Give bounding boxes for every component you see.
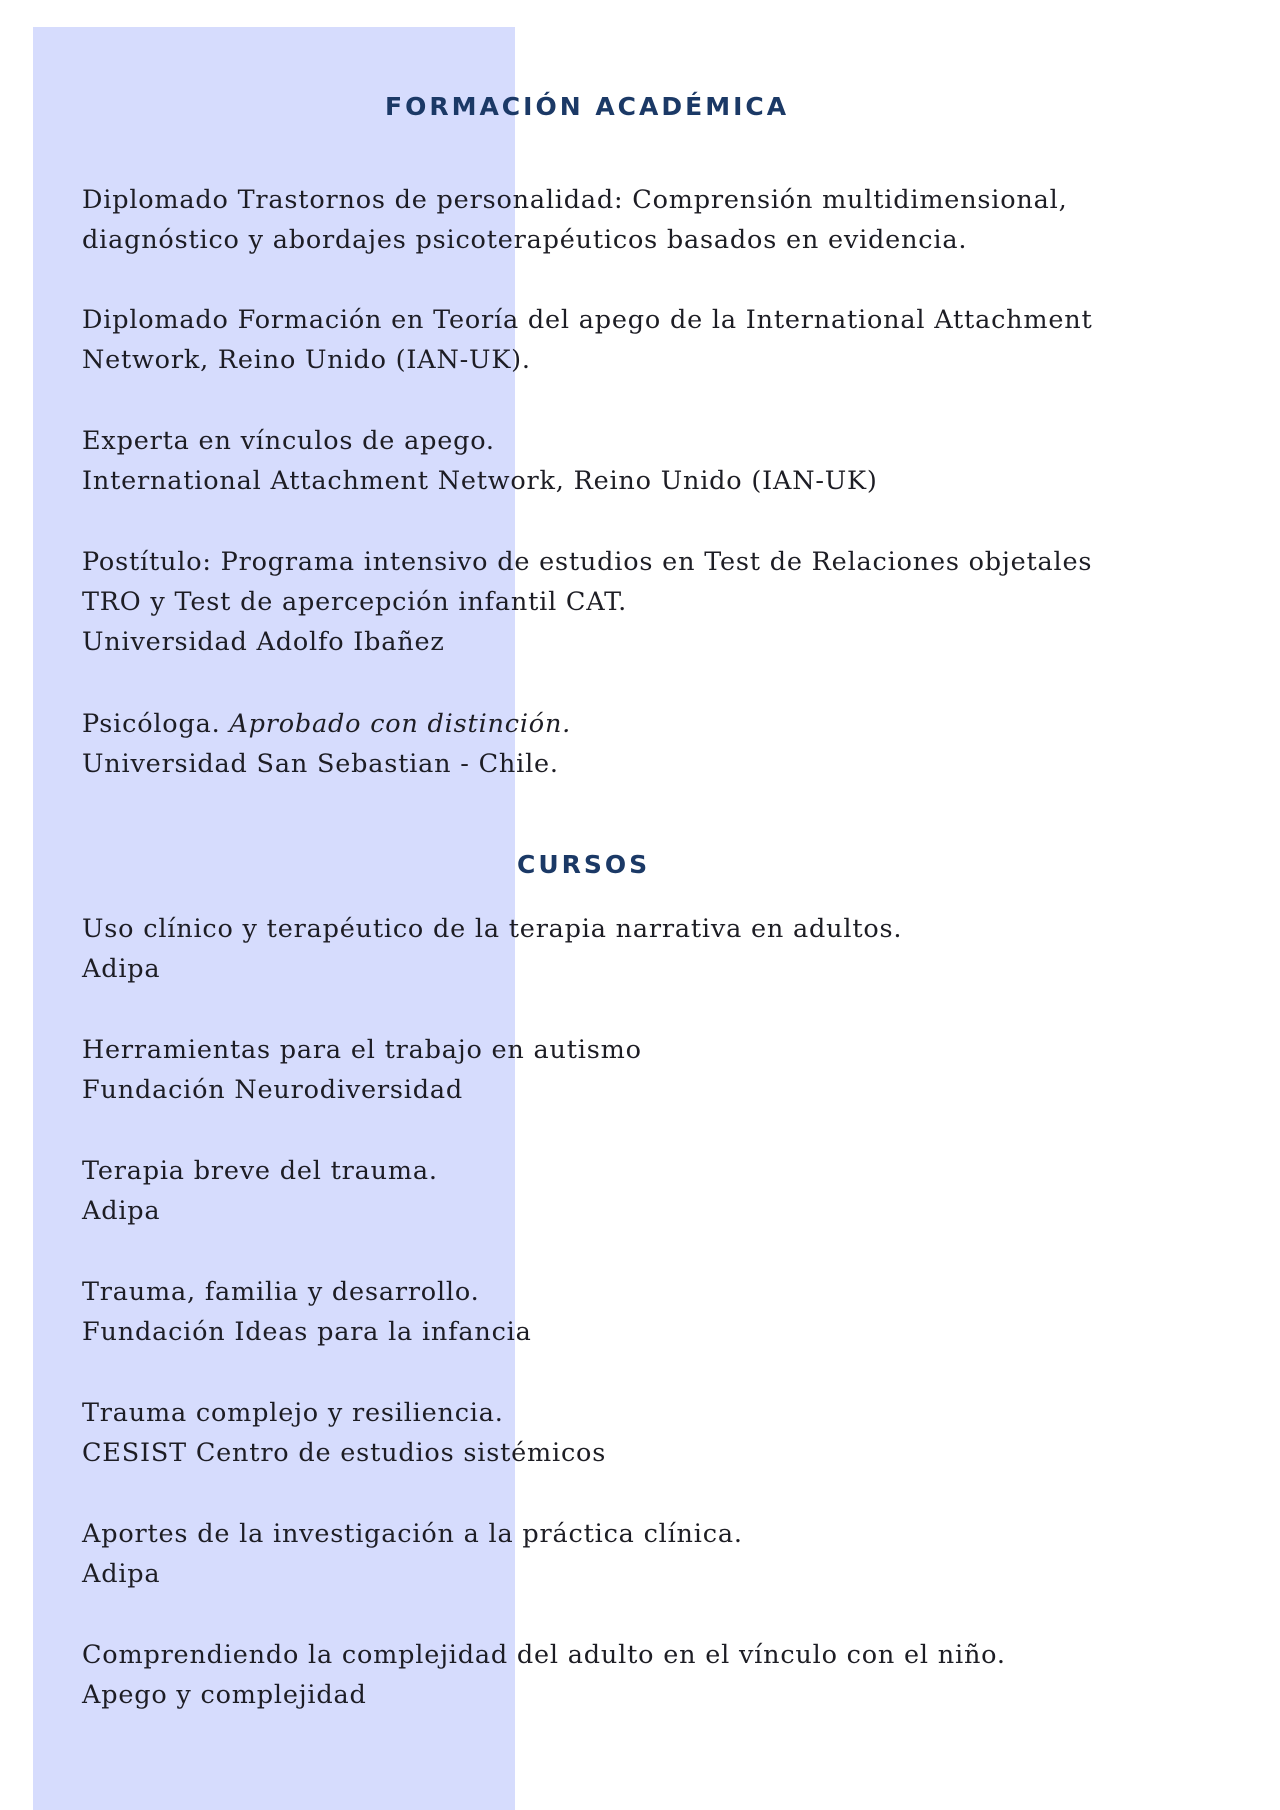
curso-entry-7 — [82, 1635, 1006, 1715]
curso-institution: Fundación Ideas para la infancia — [82, 1317, 532, 1347]
curso-entry-3 — [82, 1151, 438, 1231]
curso-institution: Adipa — [82, 1559, 161, 1589]
formacion-entry-5-distinction: Aprobado con distinción. — [229, 709, 572, 739]
curso-title: Terapia breve del trauma. — [82, 1156, 438, 1186]
curso-title: Herramientas para el trabajo en autismo — [82, 1035, 642, 1065]
formacion-entry-5 — [82, 704, 571, 784]
formacion-entry-1-line-1: Diplomado Trastornos de personalidad: Comprensión multidimensional, — [82, 185, 1068, 215]
formacion-entry-5-line-2: Universidad San Sebastian - Chile. — [82, 749, 559, 779]
curso-institution: Adipa — [82, 1196, 161, 1226]
curso-title: Uso clínico y terapéutico de la terapia narrativa en adultos. — [82, 914, 903, 944]
curso-institution: CESIST Centro de estudios sistémicos — [82, 1438, 607, 1468]
formacion-entry-2 — [82, 300, 1093, 380]
formacion-entry-1 — [82, 180, 1068, 260]
curso-entry-5 — [82, 1393, 606, 1473]
section-heading-formacion-academica: FORMACIÓN ACADÉMICA — [385, 92, 790, 121]
formacion-entry-4-line-1: Postítulo: Programa intensivo de estudios en Test de Relaciones objetales — [82, 547, 1093, 577]
curso-entry-6 — [82, 1514, 743, 1594]
formacion-entry-3 — [82, 421, 878, 501]
formacion-entry-4-line-3: Universidad Adolfo Ibañez — [82, 627, 445, 657]
formacion-entry-3-line-2: International Attachment Network, Reino Unido (IAN-UK) — [82, 466, 878, 496]
curso-entry-1 — [82, 909, 902, 989]
formacion-entry-4 — [82, 542, 1092, 662]
curso-institution: Fundación Neurodiversidad — [82, 1075, 464, 1105]
formacion-entry-5-line-1 — [82, 704, 571, 744]
curso-institution: Apego y complejidad — [82, 1680, 367, 1710]
formacion-entry-4-line-2: TRO y Test de apercepción infantil CAT. — [82, 587, 628, 617]
curso-title: Trauma, familia y desarrollo. — [82, 1277, 480, 1307]
formacion-entry-3-line-1: Experta en vínculos de apego. — [82, 426, 495, 456]
curso-title: Aportes de la investigación a la práctica clínica. — [82, 1519, 743, 1549]
formacion-entry-2-line-2: Network, Reino Unido (IAN-UK). — [82, 345, 531, 375]
curso-entry-4 — [82, 1272, 532, 1352]
formacion-entry-1-line-2: diagnóstico y abordajes psicoterapéuticos basados en evidencia. — [82, 225, 968, 255]
curso-institution: Adipa — [82, 954, 161, 984]
formacion-entry-5-degree: Psicóloga. — [82, 709, 230, 739]
curso-title: Comprendiendo la complejidad del adulto en el vínculo con el niño. — [82, 1640, 1006, 1670]
formacion-entry-2-line-1: Diplomado Formación en Teoría del apego de la International Attachment — [82, 305, 1093, 335]
curso-title: Trauma complejo y resiliencia. — [82, 1398, 504, 1428]
curso-entry-2 — [82, 1030, 642, 1110]
section-heading-cursos: CURSOS — [517, 850, 651, 879]
